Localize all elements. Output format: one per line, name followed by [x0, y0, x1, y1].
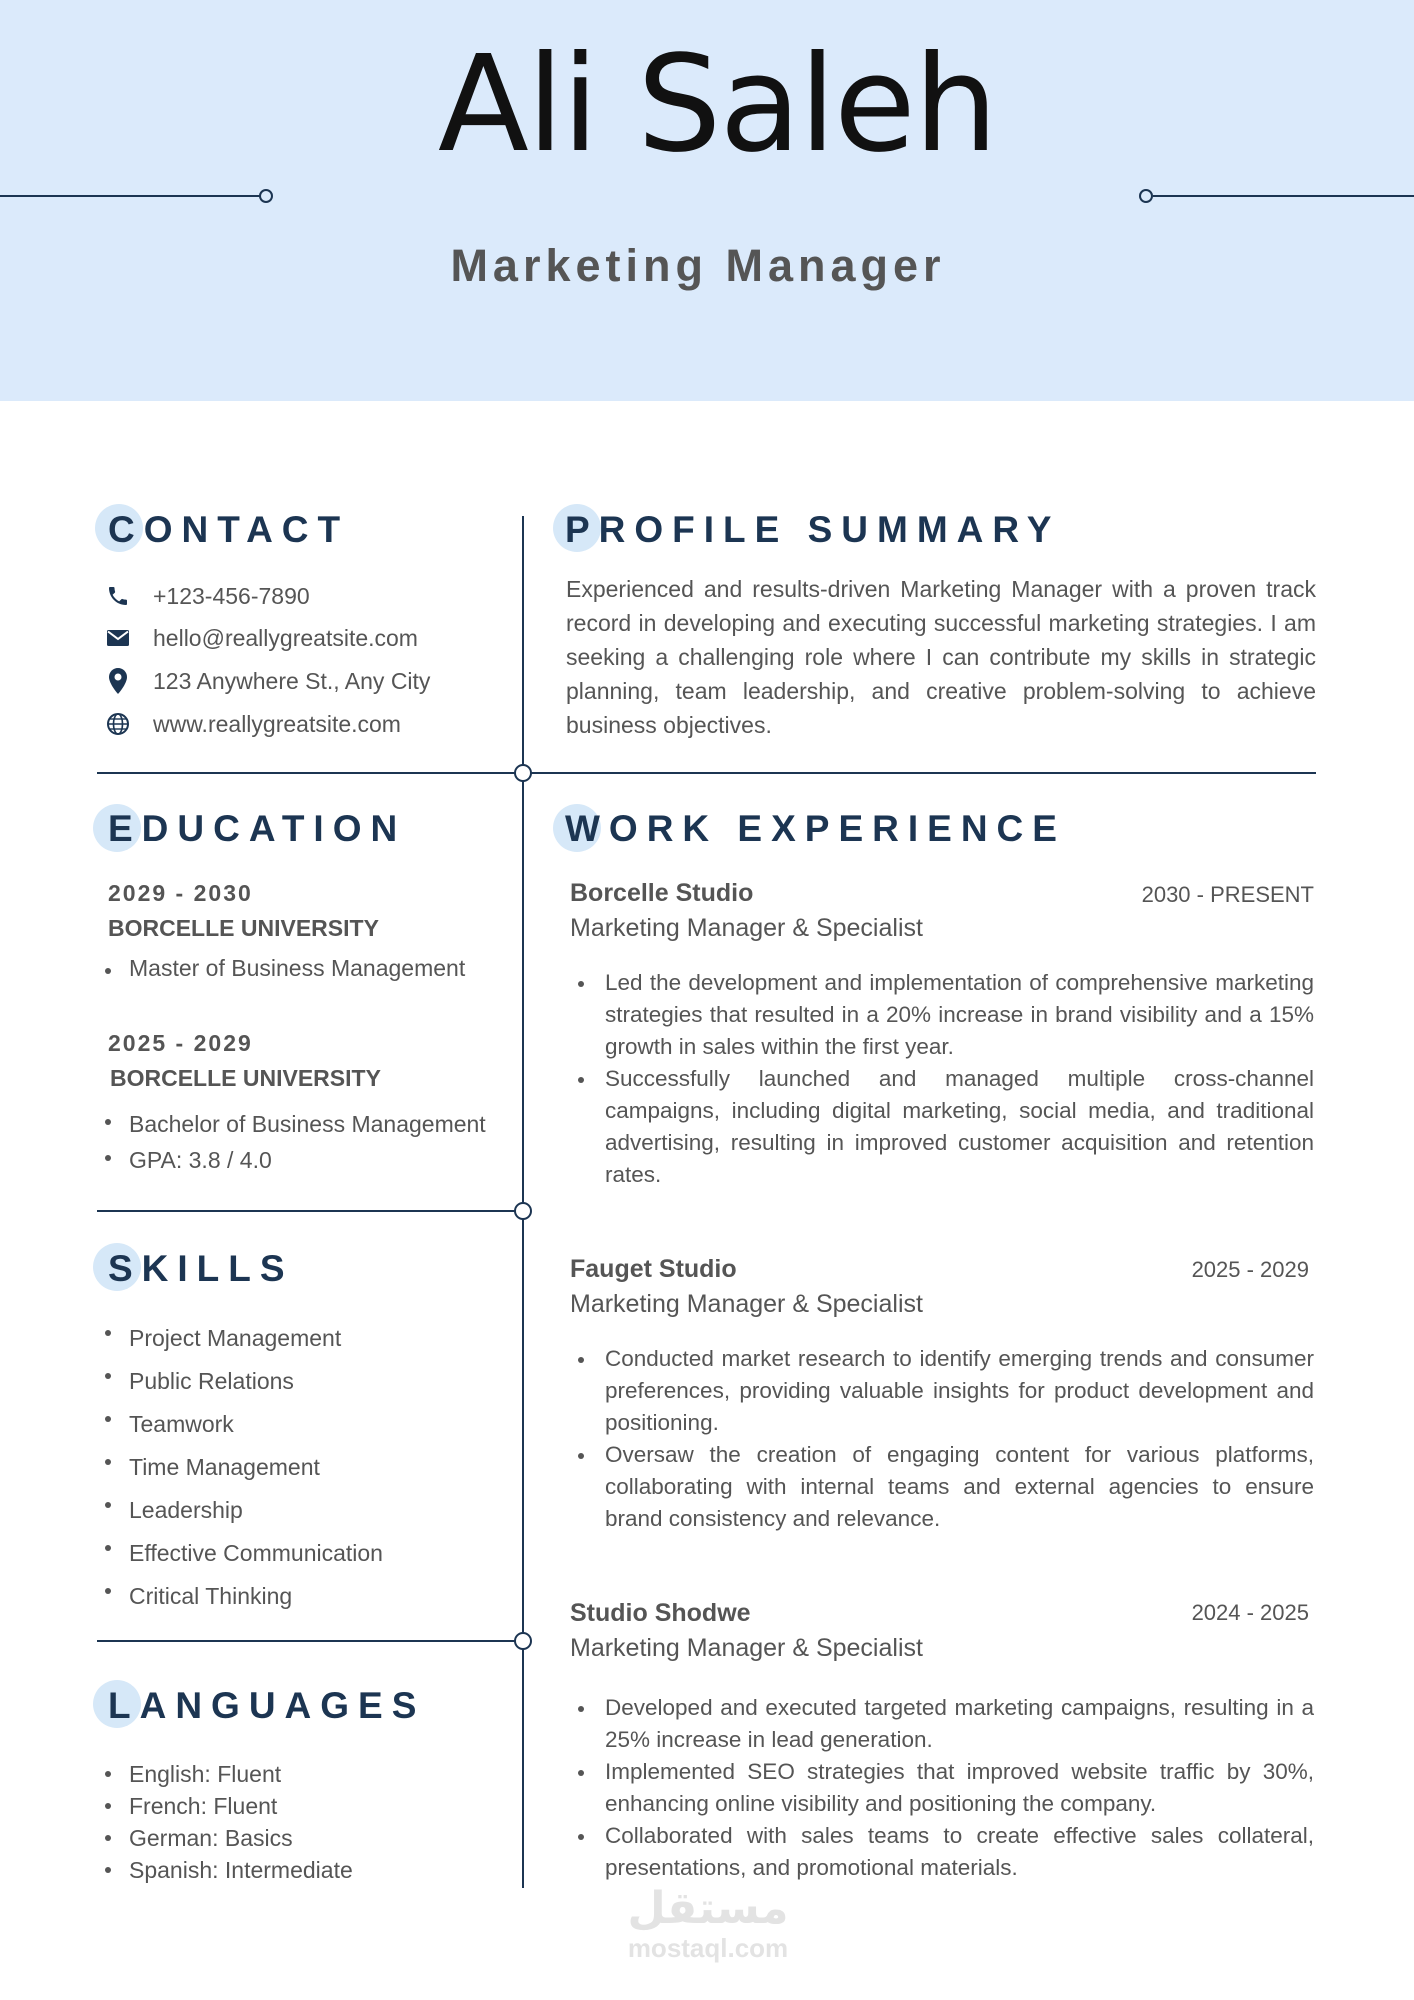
job-period: 2024 - 2025 — [1191, 1600, 1309, 1625]
job-company: Studio Shodwe — [570, 1599, 751, 1627]
header-divider-left-dot — [259, 189, 273, 203]
list-item: Time Management — [103, 1446, 383, 1489]
list-item: Led the development and implementation of comprehensive marketing strategies that resulted in a 20% increase in brand visibility and a 15% growth in sales within the first year. — [574, 967, 1314, 1063]
list-item: French: Fluent — [103, 1790, 353, 1822]
list-item: Leadership — [103, 1489, 383, 1532]
skills-list — [103, 1317, 383, 1618]
job-period: 2030 - PRESENT — [1141, 882, 1314, 907]
list-item: Developed and executed targeted marketing campaigns, resulting in a 25% increase in lead generation. — [574, 1692, 1314, 1756]
list-item: Successfully launched and managed multiple cross-channel campaigns, including digital marketing, social media, and traditional advertising, resulting in improved customer acquisition and retention rates. — [574, 1063, 1314, 1191]
job-role: Marketing Manager & Specialist — [570, 914, 923, 942]
job-period: 2025 - 2029 — [1191, 1257, 1309, 1282]
list-item: Spanish: Intermediate — [103, 1854, 353, 1886]
divider-node-2 — [514, 1202, 532, 1220]
email-address: hello@reallygreatsite.com — [153, 624, 418, 651]
job-role: Marketing Manager & Specialist — [570, 1290, 923, 1318]
job-duties — [574, 967, 1314, 1191]
job-duties — [574, 1343, 1314, 1535]
globe-icon — [103, 709, 133, 739]
candidate-name: Ali Saleh — [437, 28, 997, 182]
job-duties — [574, 1692, 1314, 1884]
divider-node-3 — [514, 1632, 532, 1650]
email-icon — [103, 623, 133, 653]
phone-icon — [103, 581, 133, 611]
divider-node-1 — [514, 764, 532, 782]
contact-heading: CONTACT — [108, 509, 350, 550]
list-item: Public Relations — [103, 1360, 383, 1403]
education-years: 2029 - 2030 — [108, 880, 253, 906]
education-years: 2025 - 2029 — [108, 1030, 253, 1056]
profile-summary-text: Experienced and results-driven Marketing Manager with a proven track record in developing and executing successful marketing strategies. I am seeking a challenging role where I can contribute my skills in strategic planning, team leadership, and creative problem-solving to achieve business objectives. — [566, 576, 1316, 738]
section-divider-1 — [97, 772, 1316, 774]
education-details — [103, 955, 465, 982]
watermark-arabic: مستقل — [627, 1883, 789, 1934]
list-item: Collaborated with sales teams to create effective sales collateral, presentations, and promotional materials. — [574, 1820, 1314, 1884]
contact-phone — [103, 581, 310, 611]
list-item: GPA: 3.8 / 4.0 — [103, 1142, 486, 1178]
list-item: Bachelor of Business Management — [103, 1106, 486, 1142]
watermark-logo — [618, 1884, 798, 1962]
list-item: Project Management — [103, 1317, 383, 1360]
languages-heading: LANGUAGES — [108, 1685, 426, 1726]
job-title: Marketing Manager — [450, 240, 946, 291]
list-item: English: Fluent — [103, 1758, 353, 1790]
job-company: Borcelle Studio — [570, 879, 754, 907]
list-item: Teamwork — [103, 1403, 383, 1446]
contact-website — [103, 709, 401, 739]
section-divider-2 — [97, 1210, 522, 1212]
education-school: BORCELLE UNIVERSITY — [108, 915, 379, 941]
header-divider-left — [0, 195, 260, 197]
header-divider-right — [1153, 195, 1414, 197]
profile-heading: PROFILE SUMMARY — [565, 509, 1061, 550]
website-url: www.reallygreatsite.com — [153, 710, 401, 737]
header-divider-right-dot — [1139, 189, 1153, 203]
education-details — [103, 1106, 486, 1178]
list-item: Implemented SEO strategies that improved website traffic by 30%, enhancing online visibility and positioning the company. — [574, 1756, 1314, 1820]
list-item: Oversaw the creation of engaging content for various platforms, collaborating with internal teams and external agencies to ensure brand consistency and relevance. — [574, 1439, 1314, 1535]
job-company: Fauget Studio — [570, 1255, 737, 1283]
education-school: BORCELLE UNIVERSITY — [110, 1065, 381, 1091]
watermark-latin: mostaql.com — [627, 1933, 789, 1963]
section-divider-3 — [97, 1640, 522, 1642]
contact-address — [103, 666, 430, 696]
location-pin-icon — [103, 666, 133, 696]
list-item: Effective Communication — [103, 1532, 383, 1575]
contact-email — [103, 623, 418, 653]
phone-number: +123-456-7890 — [153, 582, 310, 609]
street-address: 123 Anywhere St., Any City — [153, 667, 431, 694]
work-heading: WORK EXPERIENCE — [565, 808, 1066, 849]
list-item: Conducted market research to identify emerging trends and consumer preferences, providing valuable insights for product development and positioning. — [574, 1343, 1314, 1439]
languages-list — [103, 1758, 353, 1886]
job-role: Marketing Manager & Specialist — [570, 1634, 923, 1662]
education-heading: EDUCATION — [108, 808, 407, 849]
skills-heading: SKILLS — [108, 1248, 294, 1289]
list-item: Master of Business Management — [103, 955, 465, 982]
list-item: Critical Thinking — [103, 1575, 383, 1618]
list-item: German: Basics — [103, 1822, 353, 1854]
